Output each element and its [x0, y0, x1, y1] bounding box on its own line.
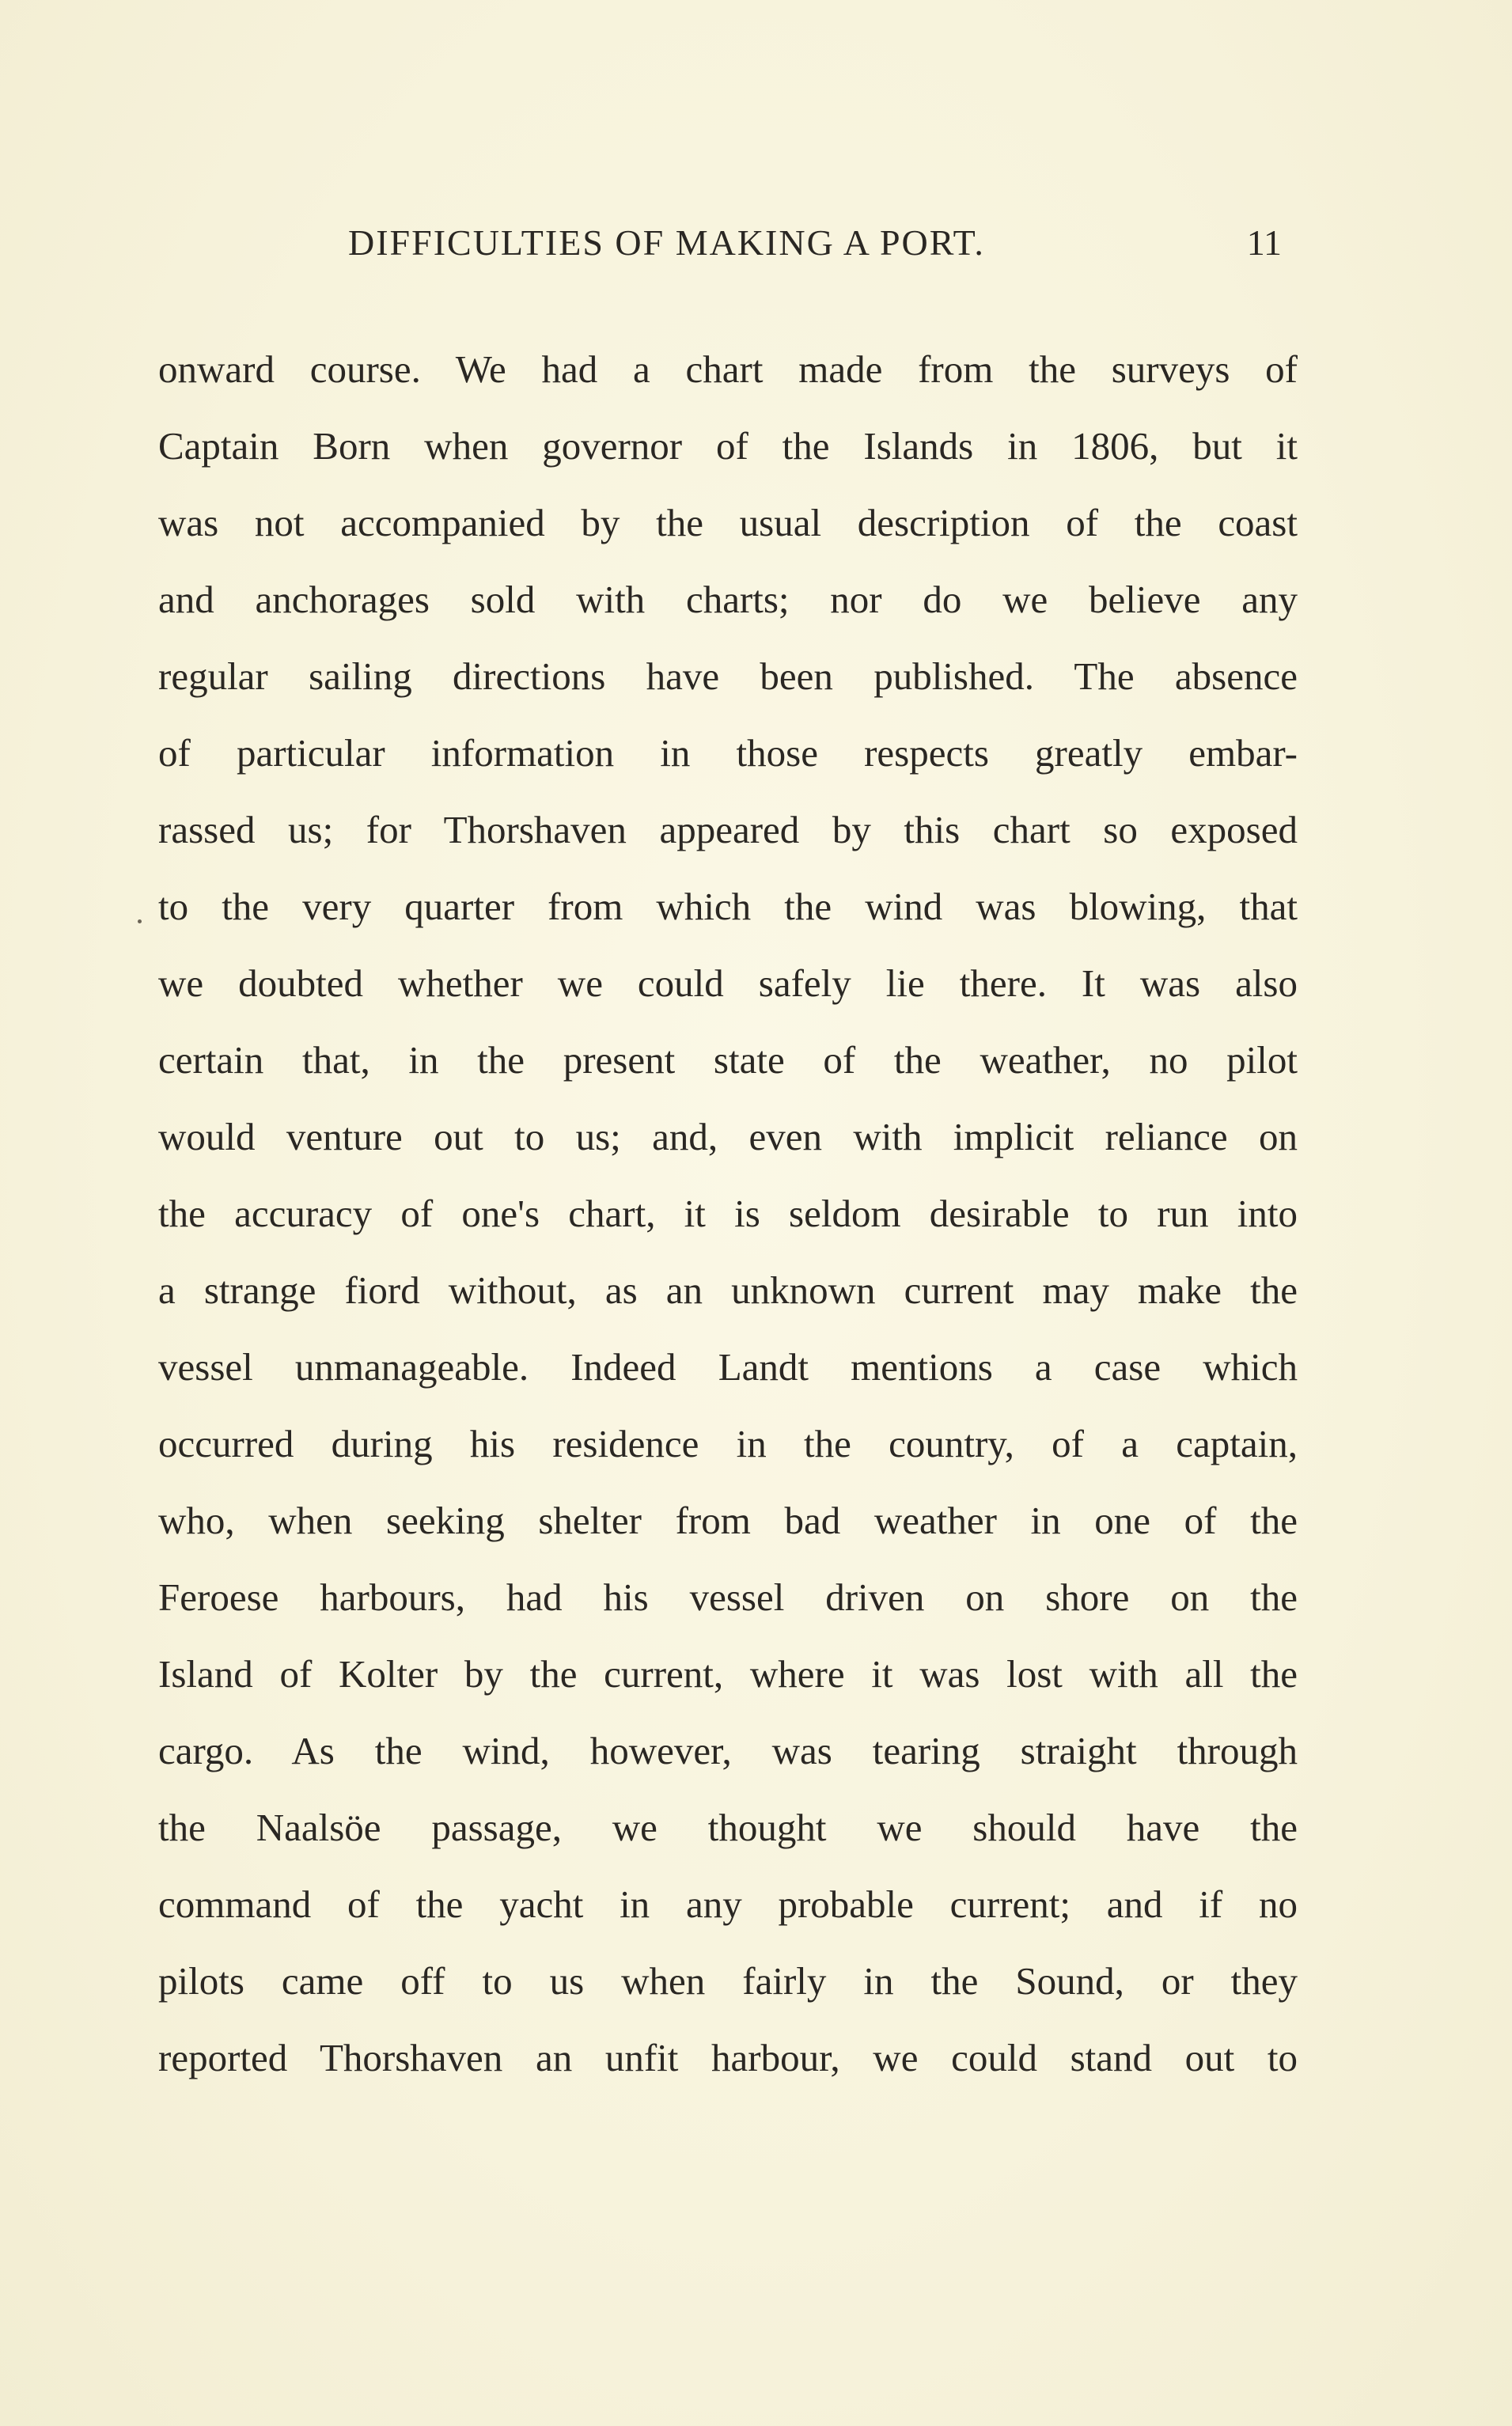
- text-line: cargo. As the wind, however, was tearing straight through: [158, 1729, 1298, 1772]
- text-line: occurred during his residence in the country, of a captain,: [158, 1422, 1298, 1465]
- text-line: pilots came off to us when fairly in the Sound, or they: [158, 1959, 1298, 2003]
- text-line: onward course. We had a chart made from the surveys of: [158, 347, 1298, 391]
- text-line: vessel unmanageable. Indeed Landt mentions a case which: [158, 1345, 1298, 1389]
- text-line: was not accompanied by the usual description of the coast: [158, 501, 1298, 544]
- text-line: and anchorages sold with charts; nor do we believe any: [158, 578, 1298, 621]
- ink-speck: [138, 919, 142, 923]
- text-line: would venture out to us; and, even with implicit reliance on: [158, 1115, 1298, 1158]
- text-line: to the very quarter from which the wind was blowing, that: [158, 885, 1298, 928]
- text-line: a strange fiord without, as an unknown current may make the: [158, 1268, 1298, 1312]
- text-line: command of the yacht in any probable current; and if no: [158, 1882, 1298, 1926]
- running-head: [348, 215, 1282, 271]
- text-line: reported Thorshaven an unfit harbour, we could stand out to: [158, 2036, 1298, 2079]
- text-line: of particular information in those respects greatly embar-: [158, 731, 1298, 775]
- text-line: Island of Kolter by the current, where it was lost with all the: [158, 1652, 1298, 1696]
- text-line: Captain Born when governor of the Islands in 1806, but it: [158, 424, 1298, 468]
- text-line: we doubted whether we could safely lie there. It was also: [158, 961, 1298, 1005]
- text-line: regular sailing directions have been published. The absence: [158, 654, 1298, 698]
- text-line: who, when seeking shelter from bad weather in one of the: [158, 1499, 1298, 1542]
- text-line: certain that, in the present state of the weather, no pilot: [158, 1038, 1298, 1082]
- text-line: the Naalsöe passage, we thought we should have the: [158, 1806, 1298, 1849]
- running-title: DIFFICULTIES OF MAKING A PORT.: [348, 222, 985, 263]
- text-line: Feroese harbours, had his vessel driven on shore on the: [158, 1575, 1298, 1619]
- text-line: rassed us; for Thorshaven appeared by this chart so exposed: [158, 808, 1298, 851]
- page-number: 11: [1246, 222, 1282, 263]
- text-line: the accuracy of one's chart, it is seldom desirable to run into: [158, 1192, 1298, 1235]
- body-text: [158, 331, 1298, 2096]
